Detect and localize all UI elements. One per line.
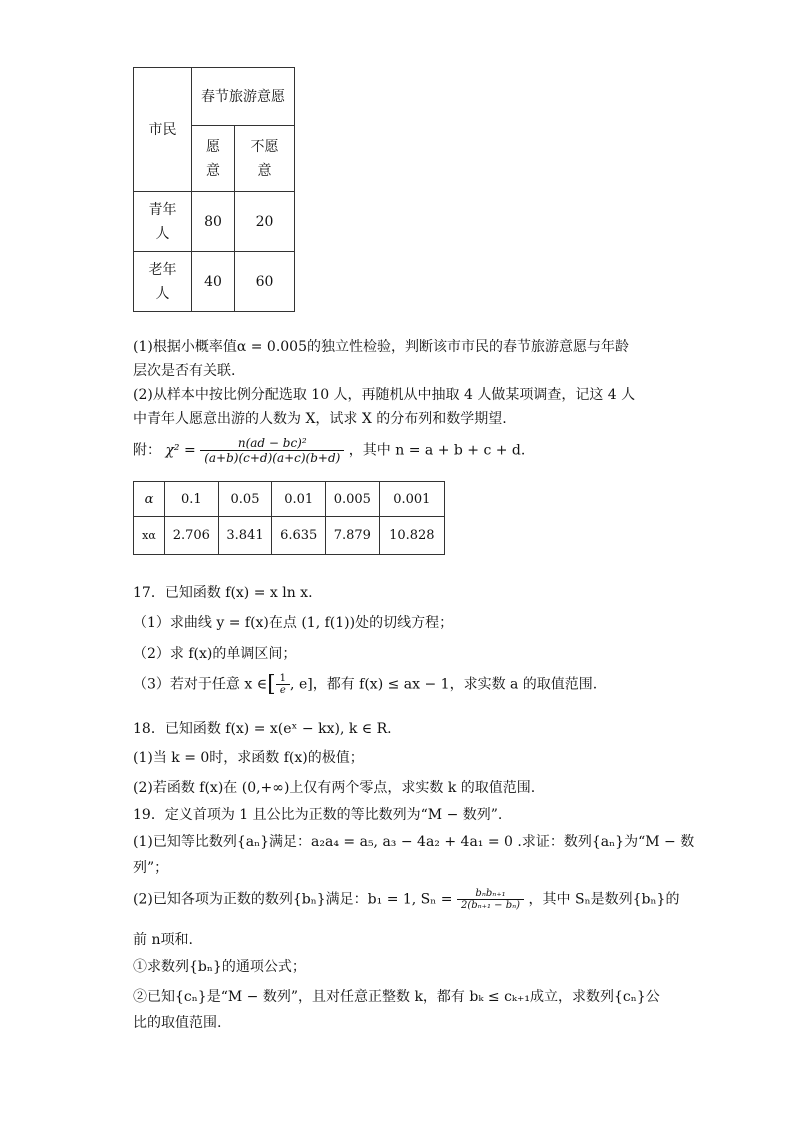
header-residents: 市民 bbox=[134, 68, 192, 192]
q16-part2-line1: (2)从样本中按比例分配选取 10 人，再随机从中抽取 4 人做某项调查，记这 4 人 bbox=[133, 387, 636, 403]
header-unwilling: 不愿意 bbox=[235, 126, 295, 192]
critical-value-table bbox=[133, 481, 445, 555]
q16-part1-line1: (1)根据小概率值α = 0.005的独立性检验，判断该市市民的春节旅游意愿与年龄 bbox=[133, 339, 629, 355]
cell-value: 3.841 bbox=[218, 517, 272, 555]
table-row bbox=[134, 482, 445, 517]
q19-title: 19．定义首项为 1 且公比为正数的等比数列为“M − 数列”. bbox=[133, 807, 503, 823]
cell-value: 0.1 bbox=[165, 482, 219, 517]
cell-value: 0.05 bbox=[218, 482, 272, 517]
formula-numerator: n(ad − bc)² bbox=[200, 436, 344, 451]
q19-part2-line1: (2)已知各项为正数的数列{bₙ}满足：b₁ = 1, Sₙ = $\frac{\text{bₙbₙ₊₁}}{\text{2(bₙ₊₁ − bₙ)}}$ ，其中 Sₙ是数列{bₙ}的 bbox=[133, 888, 680, 911]
q18-part1: (1)当 k = 0时，求函数 f(x)的极值； bbox=[133, 750, 364, 766]
cell-value: 7.879 bbox=[326, 517, 380, 555]
table-row bbox=[134, 517, 445, 555]
q18-part2: (2)若函数 f(x)在 (0,+∞)上仅有两个零点，求实数 k 的取值范围. bbox=[133, 780, 536, 796]
q19-part1-line1: (1)已知等比数列{aₙ}满足：a₂a₄ = a₅, a₃ − 4a₂ + 4a₁ = 0 .求证：数列{aₙ}为“M − 数 bbox=[133, 834, 695, 850]
q17-title: 17．已知函数 f(x) = x ln x. bbox=[133, 585, 313, 601]
cell-value: 0.01 bbox=[272, 482, 326, 517]
table-row bbox=[134, 252, 295, 312]
row-label: 青年人 bbox=[134, 192, 192, 252]
row-label: α bbox=[134, 482, 165, 517]
q19-part1-line2: 列”； bbox=[133, 860, 169, 876]
cell-value: 0.001 bbox=[379, 482, 444, 517]
cell-value: 40 bbox=[192, 252, 235, 312]
cell-value: 6.635 bbox=[272, 517, 326, 555]
row-label: xα bbox=[134, 517, 165, 555]
cell-value: 0.005 bbox=[326, 482, 380, 517]
cell-value: 80 bbox=[192, 192, 235, 252]
table-row bbox=[134, 192, 295, 252]
q17-part1: （1）求曲线 y = f(x)在点 (1, f(1))处的切线方程； bbox=[133, 615, 454, 631]
q16-appendix-formula: 附： χ² = $\frac{\text{n(ad − bc)²}}{(a+b)(c+d)(a+c)(b+d)}$ ，其中 n = a + b + c + d. bbox=[133, 436, 526, 465]
q19-part2-line2: 前 n项和. bbox=[133, 932, 193, 948]
cell-value: 2.706 bbox=[165, 517, 219, 555]
header-willing: 愿意 bbox=[192, 126, 235, 192]
q17-part2: （2）求 f(x)的单调区间； bbox=[133, 646, 297, 662]
row-label: 老年人 bbox=[134, 252, 192, 312]
cell-value: 10.828 bbox=[379, 517, 444, 555]
cell-value: 20 bbox=[235, 192, 295, 252]
q16-part2-line2: 中青年人愿意出游的人数为 X，试求 X 的分布列和数学期望. bbox=[133, 411, 507, 427]
header-travel-intent: 春节旅游意愿 bbox=[192, 68, 295, 126]
formula-denominator: (a+b)(c+d)(a+c)(b+d) bbox=[204, 451, 341, 465]
q19-sub2-line1: ②已知{cₙ}是“M − 数列”，且对任意正整数 k，都有 bₖ ≤ cₖ₊₁成立，求数列{cₙ}公 bbox=[133, 989, 660, 1005]
cell-value: 60 bbox=[235, 252, 295, 312]
survey-table bbox=[133, 67, 295, 312]
q17-part3: （3）若对于任意 x ∈[ $\frac{1}{e}$ , e]，都有 f(x) ≤ ax − 1，求实数 a 的取值范围. bbox=[133, 672, 598, 697]
q19-sub2-line2: 比的取值范围. bbox=[133, 1015, 222, 1031]
q16-part1-line2: 层次是否有关联. bbox=[133, 363, 236, 379]
q19-sub1: ①求数列{bₙ}的通项公式； bbox=[133, 959, 306, 975]
q18-title: 18．已知函数 f(x) = x(eˣ − kx), k ∈ R. bbox=[133, 721, 392, 737]
